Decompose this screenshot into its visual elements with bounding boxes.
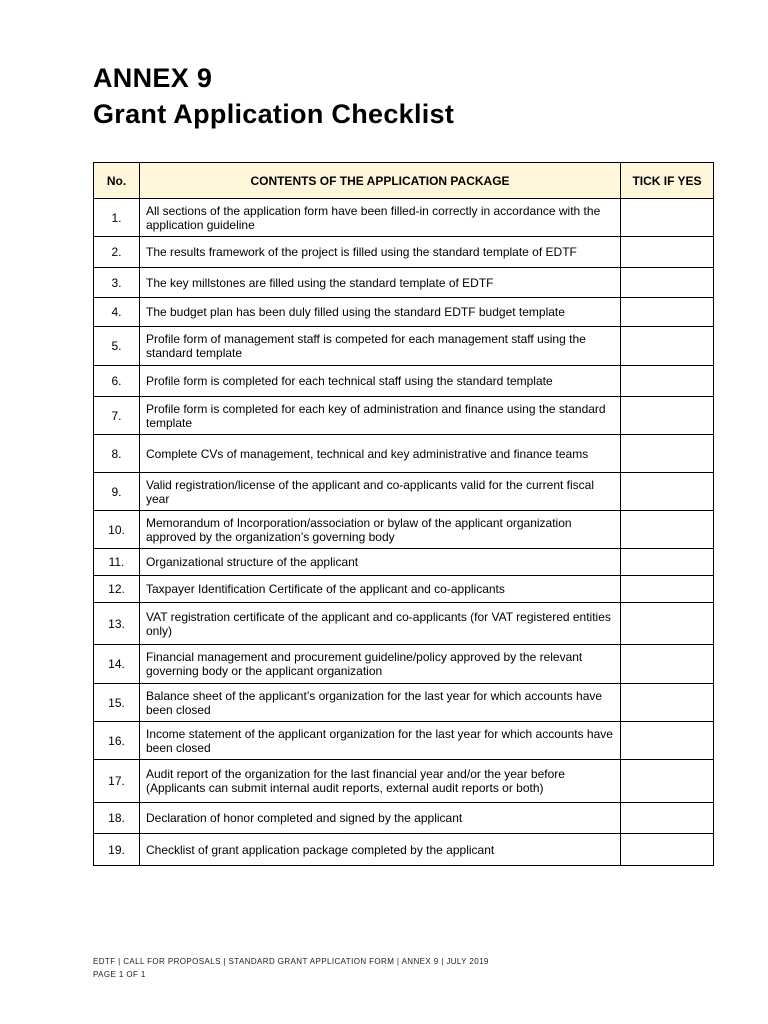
- row-number: 16.: [94, 722, 140, 760]
- row-number: 7.: [94, 397, 140, 435]
- row-content: Audit report of the organization for the last financial year and/or the year before (Applicants can submit internal audit reports, external audit reports or both): [140, 760, 621, 803]
- checklist-rows: [94, 199, 714, 866]
- tick-box[interactable]: [621, 237, 714, 268]
- table-row: [94, 397, 714, 435]
- row-content: VAT registration certificate of the applicant and co-applicants (for VAT registered entities only): [140, 603, 621, 645]
- row-number: 14.: [94, 645, 140, 684]
- row-content: All sections of the application form have been filled-in correctly in accordance with the application guideline: [140, 199, 621, 237]
- table-header-row: [94, 163, 714, 199]
- row-content: The results framework of the project is filled using the standard template of EDTF: [140, 237, 621, 268]
- tick-box[interactable]: [621, 366, 714, 397]
- table-row: [94, 684, 714, 722]
- row-number: 19.: [94, 834, 140, 866]
- tick-box[interactable]: [621, 722, 714, 760]
- table-row: [94, 722, 714, 760]
- tick-box[interactable]: [621, 298, 714, 327]
- footer-doc-info: EDTF | CALL FOR PROPOSALS | STANDARD GRANT APPLICATION FORM | ANNEX 9 | JULY 2019: [93, 957, 489, 966]
- row-content: Profile form is completed for each key of administration and finance using the standard template: [140, 397, 621, 435]
- tick-box[interactable]: [621, 397, 714, 435]
- row-content: Taxpayer Identification Certificate of the applicant and co-applicants: [140, 576, 621, 603]
- footer-page-number: PAGE 1 OF 1: [93, 970, 146, 979]
- table-row: [94, 549, 714, 576]
- tick-box[interactable]: [621, 199, 714, 237]
- table-row: [94, 834, 714, 866]
- row-content: Memorandum of Incorporation/association or bylaw of the applicant organization approved by the organization’s governing body: [140, 511, 621, 549]
- row-number: 9.: [94, 473, 140, 511]
- table-row: [94, 199, 714, 237]
- row-number: 17.: [94, 760, 140, 803]
- tick-box[interactable]: [621, 549, 714, 576]
- row-content: Financial management and procurement guideline/policy approved by the relevant governing body or the applicant organization: [140, 645, 621, 684]
- page-footer: [93, 955, 489, 981]
- tick-box[interactable]: [621, 803, 714, 834]
- row-number: 18.: [94, 803, 140, 834]
- tick-box[interactable]: [621, 603, 714, 645]
- table-row: [94, 298, 714, 327]
- row-content: Checklist of grant application package completed by the applicant: [140, 834, 621, 866]
- column-header-no: No.: [94, 163, 140, 199]
- row-number: 10.: [94, 511, 140, 549]
- row-number: 4.: [94, 298, 140, 327]
- table-row: [94, 760, 714, 803]
- tick-box[interactable]: [621, 760, 714, 803]
- row-number: 8.: [94, 435, 140, 473]
- row-content: The budget plan has been duly filled using the standard EDTF budget template: [140, 298, 621, 327]
- table-row: [94, 366, 714, 397]
- row-content: Balance sheet of the applicant’s organization for the last year for which accounts have been closed: [140, 684, 621, 722]
- table-row: [94, 473, 714, 511]
- row-number: 11.: [94, 549, 140, 576]
- page-title: Grant Application Checklist: [93, 99, 455, 129]
- tick-box[interactable]: [621, 645, 714, 684]
- row-content: Profile form of management staff is competed for each management staff using the standard template: [140, 327, 621, 366]
- row-number: 3.: [94, 268, 140, 298]
- tick-box[interactable]: [621, 435, 714, 473]
- table-row: [94, 511, 714, 549]
- row-number: 2.: [94, 237, 140, 268]
- checklist-table: [93, 162, 714, 866]
- row-number: 15.: [94, 684, 140, 722]
- tick-box[interactable]: [621, 576, 714, 603]
- table-row: [94, 268, 714, 298]
- row-content: Complete CVs of management, technical and key administrative and finance teams: [140, 435, 621, 473]
- table-row: [94, 435, 714, 473]
- table-row: [94, 327, 714, 366]
- row-number: 13.: [94, 603, 140, 645]
- table-row: [94, 603, 714, 645]
- tick-box[interactable]: [621, 473, 714, 511]
- row-number: 6.: [94, 366, 140, 397]
- row-content: The key millstones are filled using the standard template of EDTF: [140, 268, 621, 298]
- table-row: [94, 645, 714, 684]
- tick-box[interactable]: [621, 684, 714, 722]
- table-row: [94, 576, 714, 603]
- annex-heading: ANNEX 9: [93, 63, 213, 93]
- row-content: Profile form is completed for each technical staff using the standard template: [140, 366, 621, 397]
- row-content: Declaration of honor completed and signed by the applicant: [140, 803, 621, 834]
- column-header-contents: CONTENTS OF THE APPLICATION PACKAGE: [140, 163, 621, 199]
- row-number: 12.: [94, 576, 140, 603]
- row-number: 5.: [94, 327, 140, 366]
- row-content: Organizational structure of the applicant: [140, 549, 621, 576]
- tick-box[interactable]: [621, 834, 714, 866]
- tick-box[interactable]: [621, 327, 714, 366]
- row-content: Income statement of the applicant organization for the last year for which accounts have been closed: [140, 722, 621, 760]
- tick-box[interactable]: [621, 511, 714, 549]
- column-header-tick: TICK IF YES: [621, 163, 714, 199]
- table-row: [94, 237, 714, 268]
- tick-box[interactable]: [621, 268, 714, 298]
- table-row: [94, 803, 714, 834]
- row-content: Valid registration/license of the applicant and co-applicants valid for the current fiscal year: [140, 473, 621, 511]
- row-number: 1.: [94, 199, 140, 237]
